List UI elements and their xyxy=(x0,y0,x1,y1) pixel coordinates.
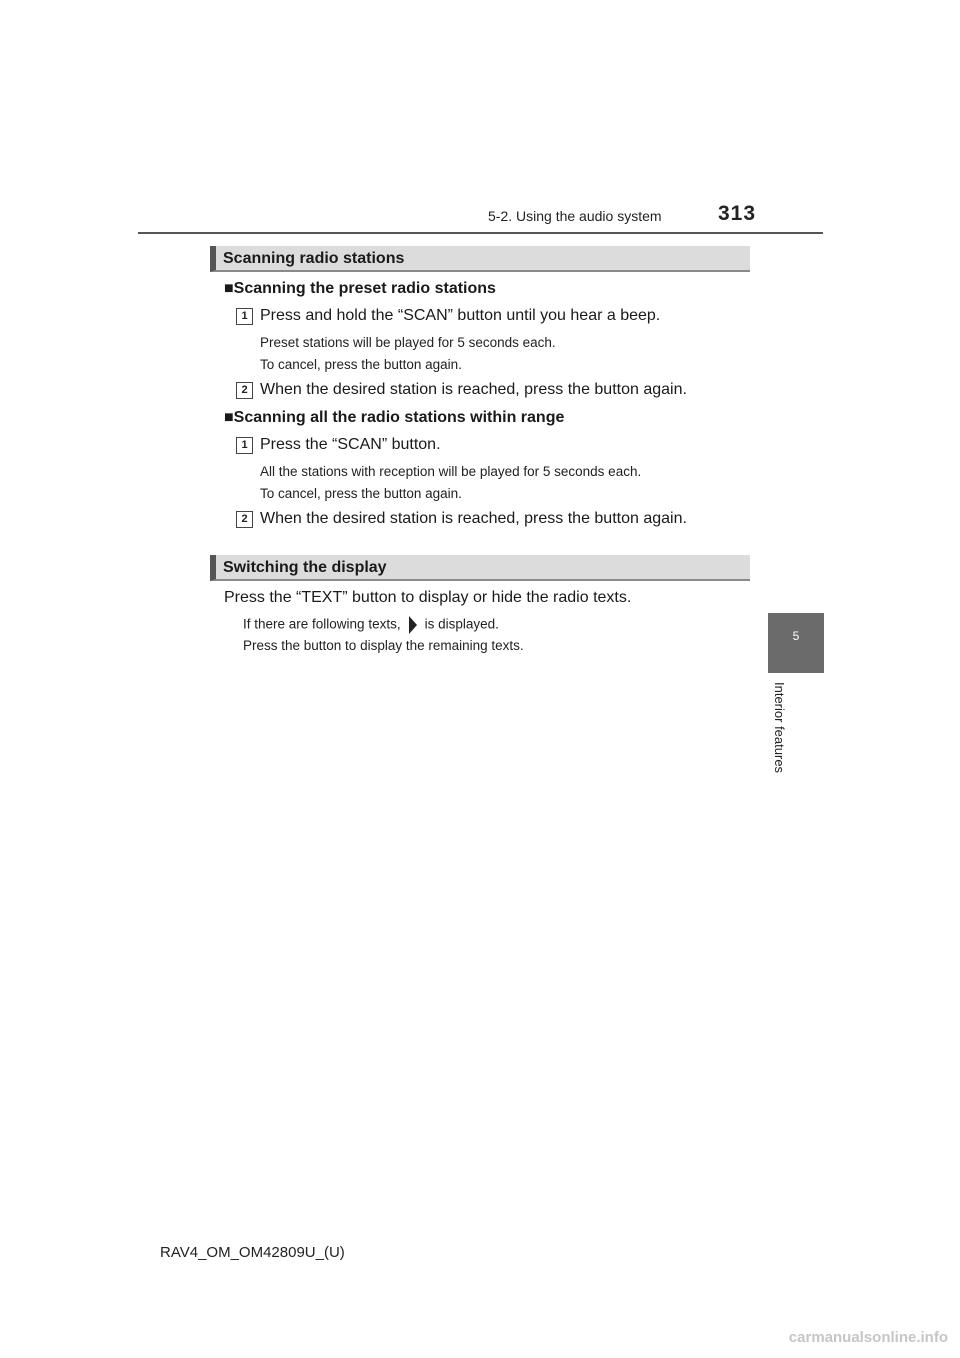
step-note: Preset stations will be played for 5 seconds each. xyxy=(260,335,556,350)
step-note: To cancel, press the button again. xyxy=(260,357,462,372)
watermark: carmanualsonline.info xyxy=(788,1329,948,1346)
document-code: RAV4_OM_OM42809U_(U) xyxy=(160,1244,345,1261)
step-note: To cancel, press the button again. xyxy=(260,486,462,501)
chapter-label: Interior features xyxy=(772,682,787,774)
step-number-box: 1 xyxy=(236,437,253,454)
subsection-heading-all-stations: ■Scanning all the radio stations within range xyxy=(224,409,565,426)
section-title-scanning: Scanning radio stations xyxy=(210,246,750,272)
chapter-number: 5 xyxy=(792,629,800,643)
step-note: All the stations with reception will be played for 5 seconds each. xyxy=(260,464,642,479)
note-text: is displayed. xyxy=(424,616,499,632)
step-text: When the desired station is reached, press the button again. xyxy=(260,510,687,527)
page-number: 313 xyxy=(718,202,757,225)
right-arrow-icon xyxy=(409,616,417,634)
header-rule xyxy=(138,232,823,234)
display-note-line2: Press the button to display the remaining texts. xyxy=(243,638,524,653)
subsection-heading-preset: ■Scanning the preset radio stations xyxy=(224,280,496,297)
chapter-tab xyxy=(768,613,824,673)
header-section-title: 5-2. Using the audio system xyxy=(488,208,662,224)
note-text: If there are following texts, xyxy=(243,616,401,632)
step-text: Press and hold the “SCAN” button until you hear a beep. xyxy=(260,307,661,324)
display-note-line1 xyxy=(243,616,499,634)
step-text: When the desired station is reached, press the button again. xyxy=(260,381,687,398)
step-number-box: 2 xyxy=(236,511,253,528)
step-text: Press the “SCAN” button. xyxy=(260,436,441,453)
body-text: Press the “TEXT” button to display or hide the radio texts. xyxy=(224,589,632,606)
step-number-box: 1 xyxy=(236,308,253,325)
step-number-box: 2 xyxy=(236,382,253,399)
section-title-switching-display: Switching the display xyxy=(210,555,750,581)
